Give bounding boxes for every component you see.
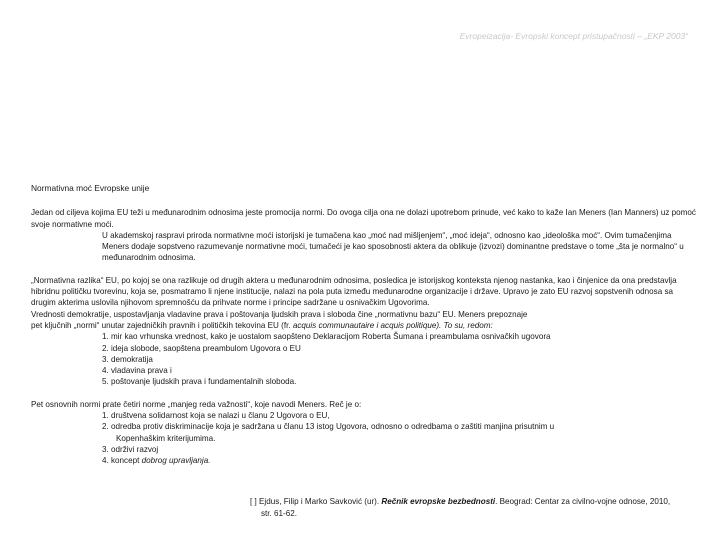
paragraph-1b: U akademskoj raspravi priroda normativne moći istorijski je tumačena kao „moć nad mišljenjem“, „moć ideja“, odnosno kao „ideološka moć“. Ovim tumačenjima Meners dodaje sopstveno razumevanje normativne moći, tumačeći je kao sposobnosti aktera da oblikuje (izvozi) dominantne predstave o tome „šta je normalno“ u međunarodnim odnosima. xyxy=(102,230,684,263)
paragraph-3: Pet osnovnih normi prate četiri norme „manjeg reda važnosti“, koje navodi Meners. Reč je o: xyxy=(31,399,362,409)
core-norms-list xyxy=(31,331,696,387)
list-item: 5. poštovanje ljudskih prava i fundamentalnih sloboda. xyxy=(102,377,297,387)
paragraph-2a: „Normativna razlika“ EU, po kojoj se ona razlikuje od drugih aktera u međunarodnim odnosima, posledica je istorijskog konteksta njenog nastanka, kao i činjenice da ona predstavlja hibridnu političku tvorevinu, koja se, posmatramo li njene institucije, nalazi na pola puta između međunarodne organizacije i države. Upravo je zato EU razvoj sopstvenih odnosa sa drugim akterima uslovila njihovom spremnošću da prihvate norme i principe sadržane u osnivačkim Ugovorima. xyxy=(31,275,677,308)
list-item: 1. društvena solidarnost koja se nalazi u članu 2 Ugovora o EU, xyxy=(102,411,330,421)
minor-norms-list xyxy=(31,410,696,466)
paragraph-2c xyxy=(31,320,696,331)
footnote-title: Rečnik evropske bezbednosti xyxy=(381,497,496,506)
footnote xyxy=(250,496,700,520)
paragraph-2c-text: pet ključnih „normi“ unutar zajedničkih pravnih i političkih tekovina EU (fr. xyxy=(31,320,293,330)
paragraph-2b: Vrednosti demokratije, uspostavljanja vladavine prava i poštovanja ljudskih prava i sloboda čine „normativnu bazu“ EU. Meners prepoznaje xyxy=(31,309,528,319)
list-item: 3. demokratija xyxy=(102,354,153,364)
section-title: Normativna moć Evropske unije xyxy=(31,183,150,193)
list-item: 2. ideja slobode, saopštena preambulom Ugovora o EU xyxy=(102,343,301,353)
list-item xyxy=(102,455,696,466)
footnote-prefix: [ ] Ejdus, Filip i Marko Savković (ur). xyxy=(250,497,382,506)
list-item: 4. vladavina prava i xyxy=(102,366,172,376)
page-header: Evropeizacija- Evropski koncept pristupačnosti – „EKP 2003“ xyxy=(459,31,688,41)
footnote-pages: str. 61-62. xyxy=(261,509,297,518)
list-item-text: 4. koncept xyxy=(102,456,142,466)
paragraph-1: Jedan od ciljeva kojima EU teži u međunarodnim odnosima jeste promocija normi. Do ovoga cilja ona ne dolazi upotrebom prinude, već kako to kaže Ian Meners (Ian Manners) uz pomoć svoje normativne moći. xyxy=(31,208,696,229)
list-item-continuation: Kopenhaškim kriterijumima. xyxy=(116,433,216,443)
footnote-rest: . Beograd: Centar za civilno-vojne odnose, 2010, xyxy=(495,497,671,506)
document-body xyxy=(31,183,696,467)
list-item: 3. održivi razvoj xyxy=(102,444,159,454)
list-item-italic: dobrog upravljanja. xyxy=(141,456,211,466)
paragraph-2c-italic: acquis communautaire i acquis politique). To su, redom: xyxy=(292,320,493,330)
list-item: 1. mir kao vrhunska vrednost, kako je uostalom saopšteno Deklaracijom Roberta Šumana i preambulama osnivačkih ugovora xyxy=(102,332,551,342)
list-item: 2. odredba protiv diskriminacije koja je sadržana u članu 13 istog Ugovora, odnosno o odredbama o zaštiti manjina prisutnim u xyxy=(102,422,555,432)
